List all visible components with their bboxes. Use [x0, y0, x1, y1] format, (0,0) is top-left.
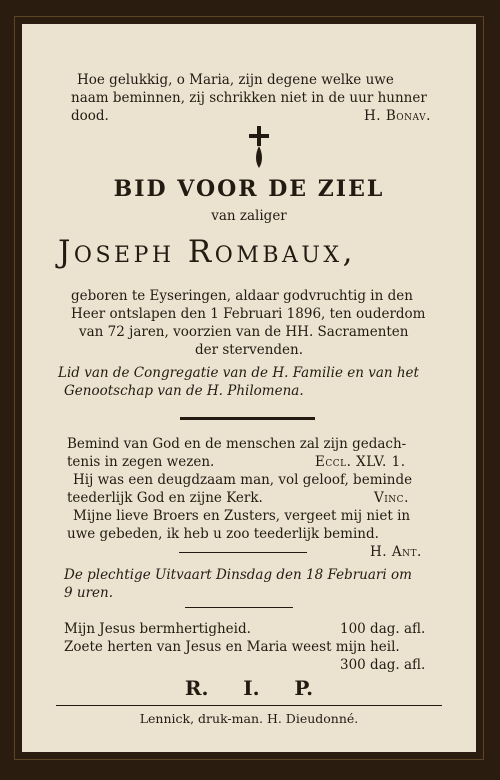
quote2-line1: Bemind van God en de menschen zal zijn gedach-	[67, 436, 407, 452]
indulgence1-days: 100 dag. afl.	[340, 621, 426, 637]
indulgence2-days: 300 dag. afl.	[340, 657, 426, 673]
funeral-line2: 9 uren.	[64, 585, 114, 601]
divider-thin-2	[185, 607, 293, 608]
heading: BID VOOR DE ZIEL	[113, 176, 385, 202]
bottom-rule	[56, 705, 442, 706]
membership-line1: Lid van de Congregatie van de H. Familie en van het	[58, 365, 419, 381]
bio-line3: van 72 jaren, voorzien van de HH. Sacramenten	[79, 324, 409, 340]
quote2-source: Eccl. XLV. 1.	[315, 454, 406, 470]
indulgence2-text: Zoete herten van Jesus en Maria weest mijn heil.	[64, 639, 400, 655]
deceased-name: Joseph Rombaux,	[58, 234, 356, 270]
bio-line4: der stervenden.	[194, 342, 304, 358]
subheading: van zaliger	[211, 208, 287, 224]
divider-thin	[179, 552, 307, 553]
quote4-source: H. Ant.	[370, 544, 422, 560]
divider	[180, 417, 315, 420]
bio-line1: geboren te Eyseringen, aldaar godvruchtig in den	[71, 288, 413, 304]
membership-line2: Genootschap van de H. Philomena.	[64, 383, 304, 399]
quote1-line3: dood.	[71, 108, 109, 124]
quote4-line2: uwe gebeden, ik heb u zoo teederlijk bemind.	[67, 526, 379, 542]
quote2-line2: tenis in zegen wezen.	[67, 454, 215, 470]
quote4-line1: Mijne lieve Broers en Zusters, vergeet mij niet in	[73, 508, 411, 524]
quote3-line1: Hij was een deugdzaam man, vol geloof, beminde	[73, 472, 413, 488]
quote1-line1: Hoe gelukkig, o Maria, zijn degene welke uwe	[77, 72, 394, 88]
bio-line2: Heer ontslapen den 1 Februari 1896, ten ouderdom	[71, 306, 426, 322]
quote3-line2: teederlijk God en zijne Kerk.	[67, 490, 263, 506]
printer-imprint: Lennick, druk-man. H. Dieudonné.	[139, 711, 359, 726]
quote1-source: H. Bonav.	[364, 108, 431, 124]
rip: R. I. P.	[184, 676, 314, 700]
quote1-line2: naam beminnen, zij schrikken niet in de uur hunner	[71, 90, 427, 106]
memorial-card	[22, 24, 476, 752]
indulgence1-text: Mijn Jesus bermhertigheid.	[64, 621, 251, 637]
funeral-line1: De plechtige Uitvaart Dinsdag den 18 Februari om	[64, 567, 412, 583]
cross-icon	[246, 124, 272, 170]
quote3-source: Vinc.	[374, 490, 409, 506]
